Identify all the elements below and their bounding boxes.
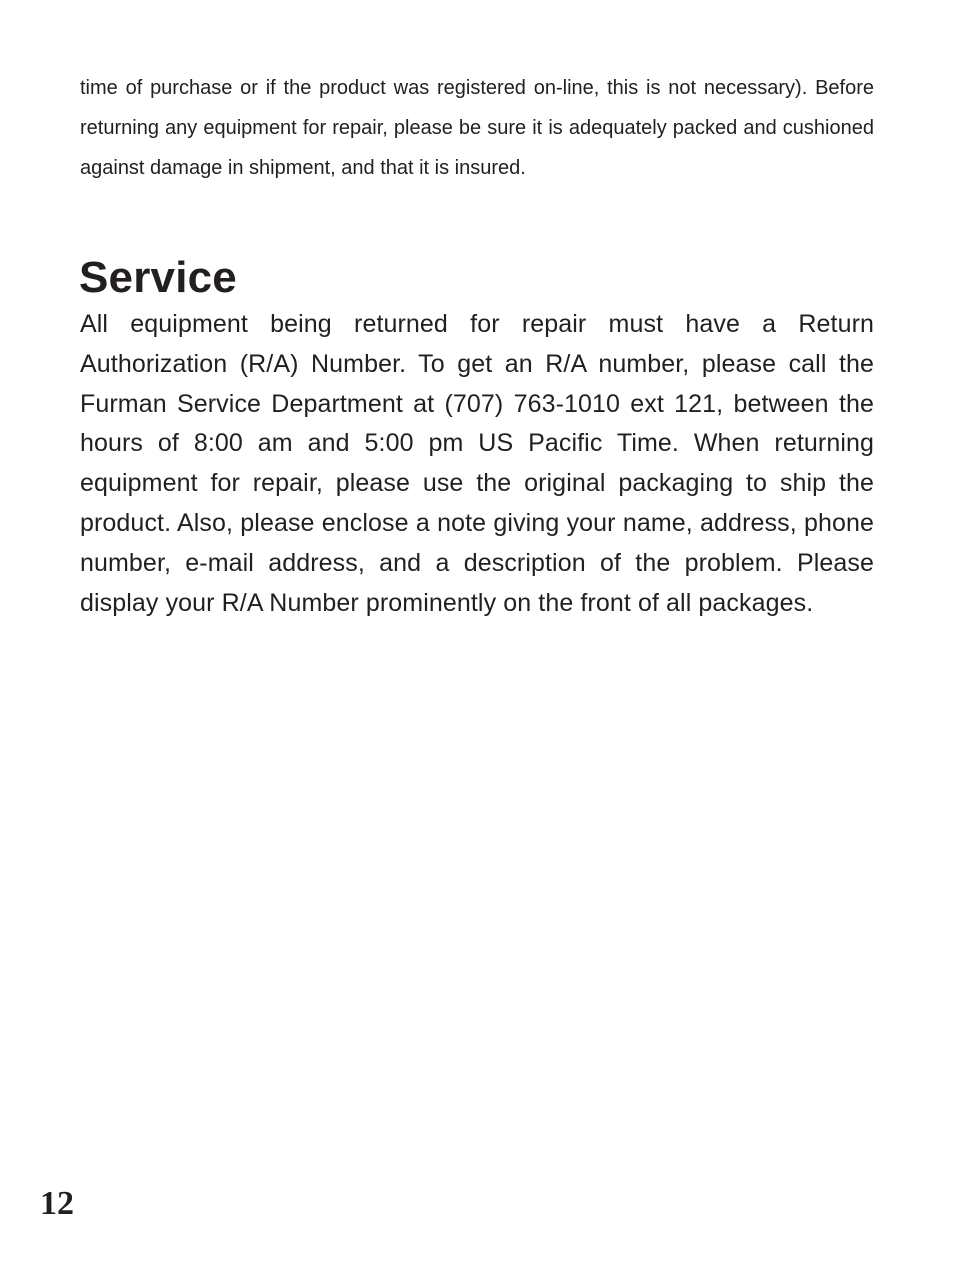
- intro-paragraph: time of purchase or if the product was registered on-line, this is not necessary). Before returning any equipment for repair, please be sure it is adequately packed and cushioned against damage in shipment, and that it is insured.: [80, 77, 874, 179]
- section-heading-service: Service: [79, 253, 237, 302]
- service-paragraph: All equipment being returned for repair must have a Return Authorization (R/A) Number. To get an R/A number, please call the Furman Service Department at (707) 763-1010 ext 121, between the hours of 8:00 am and 5:00 pm US Pacific Time. When returning equipment for repair, please use the original packaging to ship the product. Also, please enclose a note giving your name, address, phone number, e-mail address, and a description of the problem. Please display your R/A Number prominently on the front of all packages.: [80, 310, 874, 617]
- page-number: 12: [40, 1185, 74, 1222]
